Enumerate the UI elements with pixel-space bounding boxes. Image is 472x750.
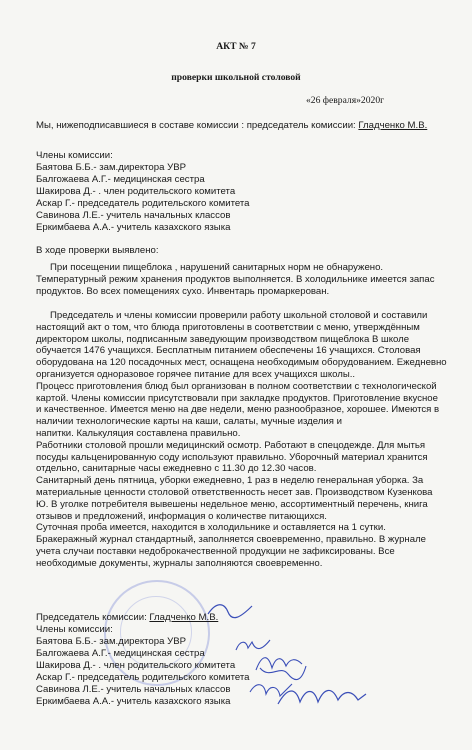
signature-member-line: Балгожаева А.Г.- медицинская сестра: [36, 648, 205, 659]
paragraph-line: напитки. Калькуляция составлена правильно.: [36, 427, 241, 439]
paragraph-line: Температурный режим хранения продуктов выполняется. В холодильнике имеется запас: [36, 274, 435, 285]
signature-member-line: Еркимбаева А.А.- учитель казахского языка: [36, 696, 231, 707]
paragraph-line: Работники столовой прошли медицинский осмотр. Работают в спецодежде. Для мытья: [36, 439, 426, 451]
findings-paragraph-1: [36, 262, 466, 298]
paragraph-line: учета случаи поставки недоброкачественной продукции не зафиксированы. Все: [36, 545, 395, 557]
signature-member-line: Савинова Л.Е.- учитель начальных классов: [36, 684, 231, 695]
paragraph-line: настоящий акт о том, что блюда приготовлены в соответствии с меню, утверждённым: [36, 321, 420, 333]
signature-members-heading: Члены комиссии:: [36, 624, 113, 635]
document-subtitle: проверки школьной столовой: [171, 72, 301, 83]
member-line: Аскар Г.- председатель родительского комитета: [36, 198, 250, 209]
paragraph-line: Ю. В уголке потребителя вывешены недельное меню, ассортиментный перечень, книга: [36, 498, 428, 510]
paragraph-line: посуды кальценированную соду используют правильно. Уборочный материал хранится: [36, 451, 428, 463]
paragraph-line: продуктов. Во всех помещениях сухо. Инвентарь промаркерован.: [36, 286, 330, 297]
member-line: Баятова Б.Б.- зам.директора УВР: [36, 162, 187, 173]
paragraph-line: Санитарный день пятница, уборки ежедневно, 1 раз в неделю генеральная уборка. За: [36, 475, 424, 487]
paragraph-line: наличии технологические карты на каши, салаты, мучные изделия и: [36, 416, 342, 428]
member-line: Савинова Л.Е.- учитель начальных классов: [36, 210, 231, 221]
signature-member-line: Аскар Г.- председатель родительского комитета: [36, 672, 250, 683]
paragraph-line: оборудована на 120 посадочных мест, оснащена необходимым оборудованием. Ежедневно: [36, 357, 447, 369]
members-heading: Члены комиссии:: [36, 150, 113, 161]
signature-chair-name: Гладченко М.В.: [149, 612, 219, 623]
signature-mark-5: [276, 682, 370, 712]
intro-line: [36, 120, 466, 131]
paragraph-line: При посещении пищеблока , нарушений санитарных норм не обнаружено.: [50, 262, 384, 273]
paragraph-line: отдельно, санитарные часы ежедневно с 11.30 до 12.30 часов.: [36, 463, 317, 475]
paragraph-line: Бракеражный журнал стандартный, заполняется своевременно, правильно. В журнале: [36, 534, 427, 546]
paragraph-line: организуется одноразовое горячее питание для всех учащихся школы..: [36, 368, 356, 380]
document-title: АКТ № 7: [216, 41, 256, 52]
signature-member-line: Баятова Б.Б.- зам.директора УВР: [36, 636, 187, 647]
members-block: [36, 150, 466, 234]
paragraph-line: необходимые документы, журналы заполняются своевременно.: [36, 557, 323, 569]
member-line: Балгожаева А.Г.- медицинская сестра: [36, 174, 205, 185]
paragraph-line: обучается 1476 учащихся. Бесплатным питанием обеспечены 16 учащихся. Столовая: [36, 345, 421, 357]
paragraph-line: и качественное. Имеется меню на две недели, меню разнообразное, хорошее. Имеются в: [36, 404, 440, 416]
signature-chair-label: Председатель комиссии:: [36, 612, 150, 623]
paragraph-line: Процесс приготовления блюд был организован в полном соответствии с технологической: [36, 380, 437, 392]
findings-heading: В ходе проверки выявлено:: [36, 245, 159, 256]
paragraph-line: директором школы, подписанным заведующим производством пищеблока В школе: [36, 333, 410, 345]
intro-text: Мы, нижеподписавшиеся в составе комиссии : председатель комиссии:: [36, 120, 359, 131]
paragraph-line: материальные ценности столовой ответственность несет зав. Производством Кузенкова: [36, 486, 433, 498]
paragraph-line: картой. Члены комиссии присутствовали при закладке продуктов. Приготовление вкусное: [36, 392, 438, 404]
chair-name: Гладченко М.В.: [358, 120, 428, 131]
signature-member-line: Шакирова Д.- . член родительского комитета: [36, 660, 236, 671]
paragraph-line: Председатель и члены комиссии проверили работу школьной столовой и составили: [50, 310, 428, 321]
member-line: Шакирова Д.- . член родительского комитета: [36, 186, 236, 197]
document-date: «26 февраля»2020г: [306, 95, 385, 106]
paragraph-line: отзывов и предложений, информация о количестве питающихся.: [36, 510, 327, 522]
signature-mark-chair: [206, 600, 256, 620]
findings-paragraph-2: [36, 310, 466, 570]
paragraph-line: Суточная проба имеется, находится в холодильнике и оставляется на 1 сутки.: [36, 522, 386, 534]
member-line: Еркимбаева А.А.- учитель казахского языка: [36, 222, 231, 233]
